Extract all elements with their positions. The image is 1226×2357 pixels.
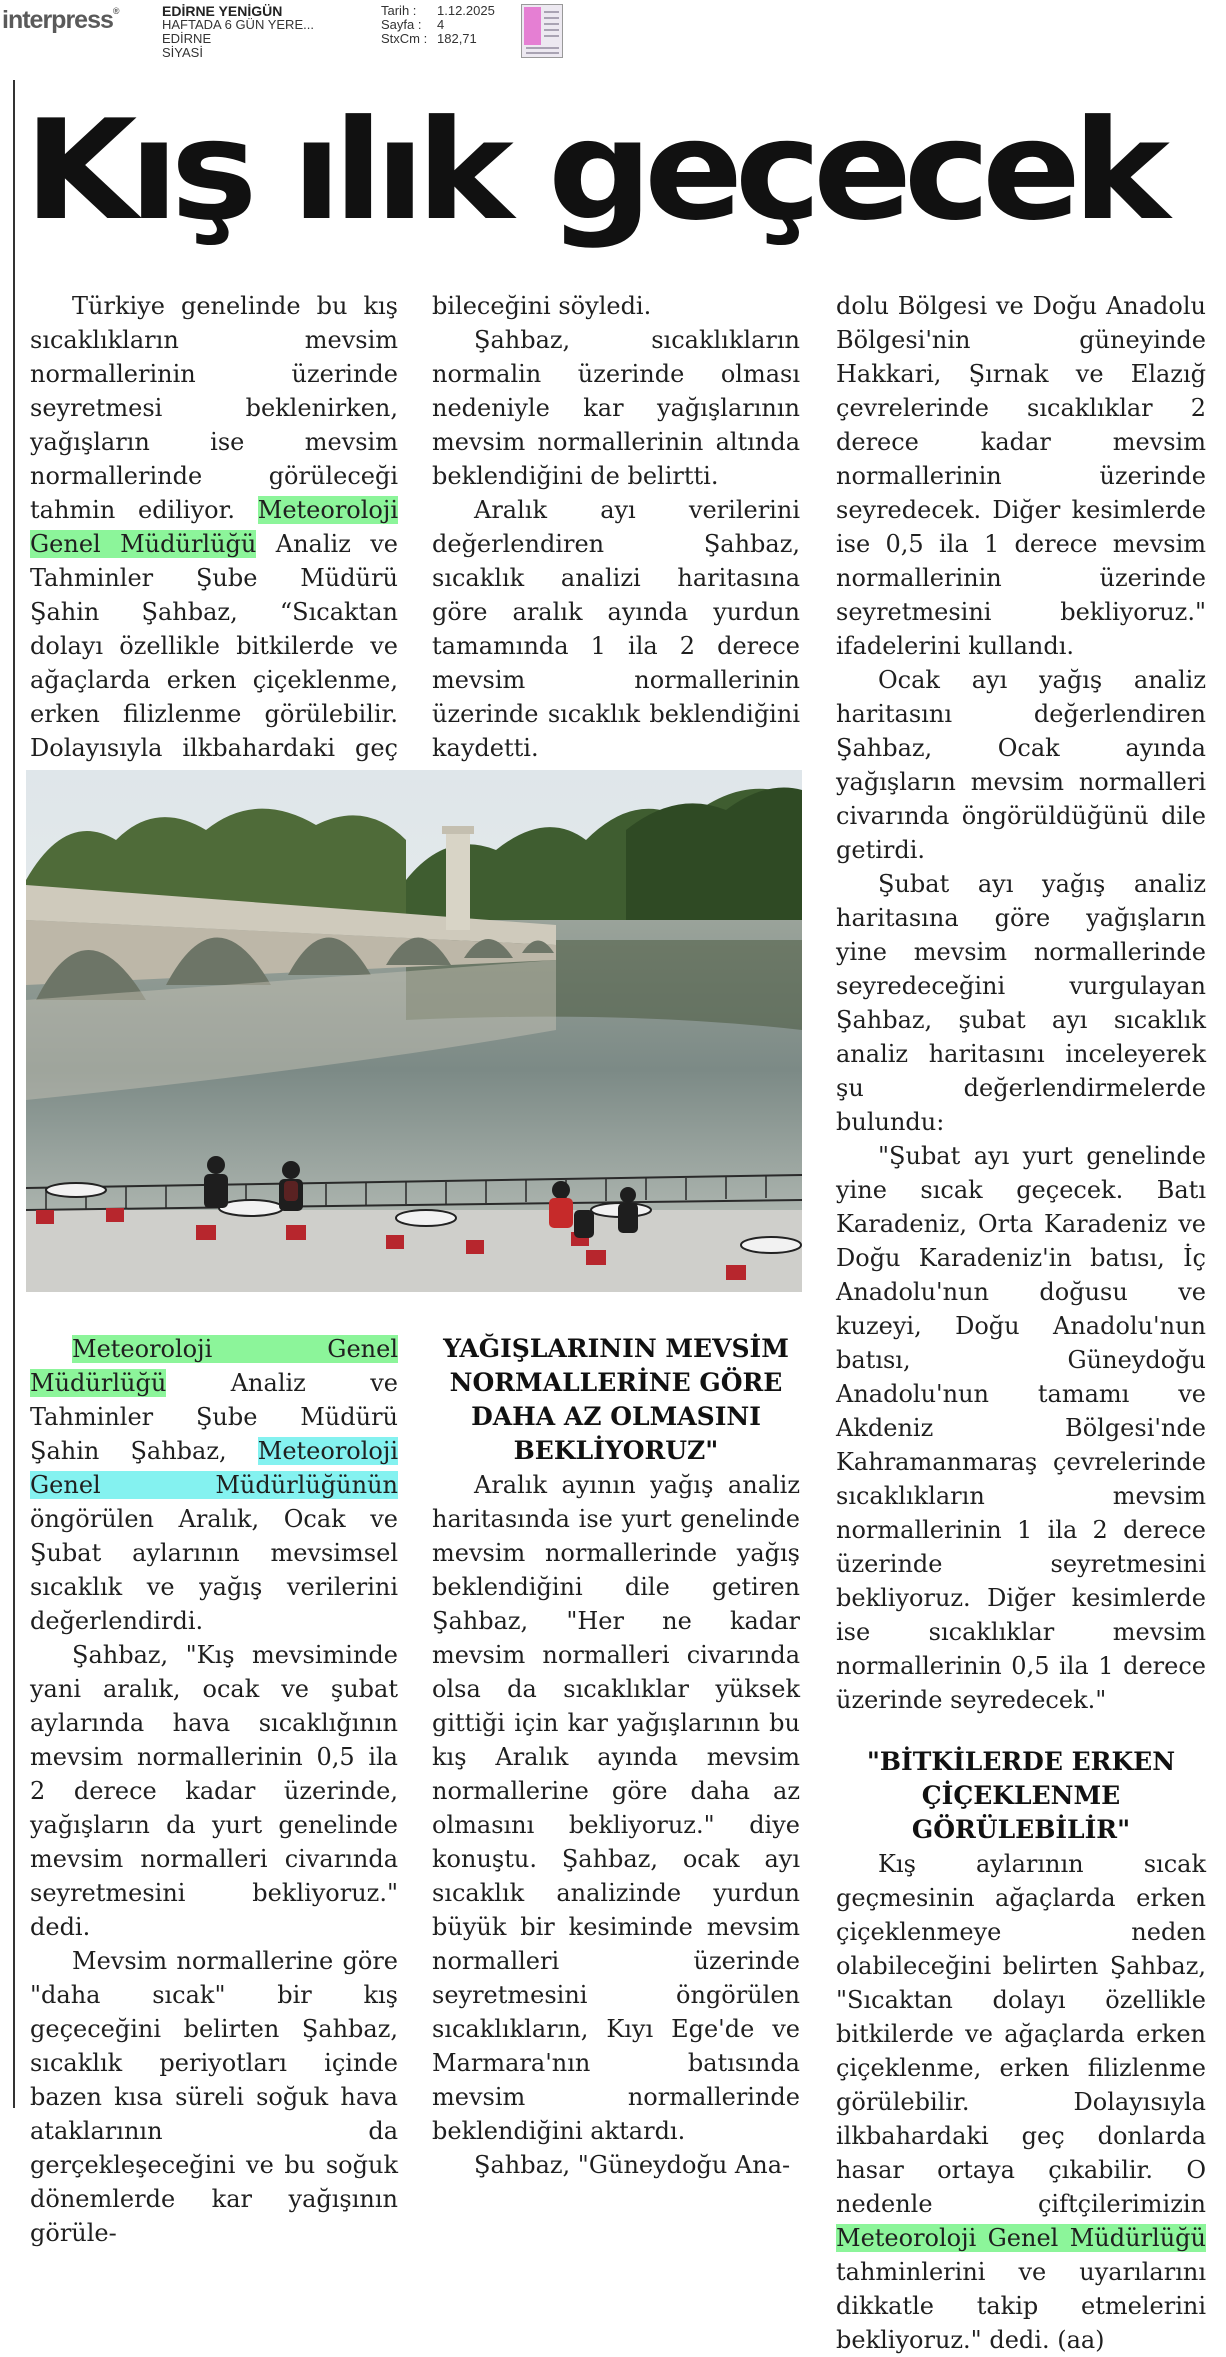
page-value: 4 [437,17,445,32]
paragraph: Aralık ayının yağış analiz haritasında ise yurt genelinde mevsim normallerinde yağış beklendiğini dile getiren Şahbaz, "Her ne kadar mevsim normalleri civarında olsa da sıcaklıklar yüksek gittiği için kar yağışlarının bu kış Aralık ayında mevsim normallerine göre daha az olmasını bekliyoruz." diye konuştu. Şahbaz, ocak ayı sıcaklık analizinde yurdun büyük bir kesiminde mevsim normalleri üzerinde seyretmesini öngörülen sıcaklıkların, Kıyı Ege'de ve Marmara'nın batısında mevsim normallerinde beklendiğini aktardı. [432,1471,800,2145]
subheading: YAĞIŞLARININ MEVSİM NORMALLERİNE GÖRE DAHA AZ OLMASINI BEKLİYORUZ" [443,1334,789,1465]
date-label: Tarih : [381,3,417,18]
paragraph: Şubat ayı yağış analiz haritasına göre yağışların yine mevsim normallerinde seyredeceğini vurgulayan Şahbaz, şubat ayı sıcaklık analiz haritasını inceleyerek şu değerlendirmelerde bulundu: [836,870,1206,1136]
logo-text: interpress [2,6,113,34]
column-1-top [30,289,398,833]
column-3 [836,289,1206,2357]
highlight-term: Meteoroloji Genel Müdürlüğünün [30,1437,398,1499]
highlight-term: Meteoroloji Genel Müdürlüğü [30,1335,398,1397]
paragraph [836,1847,1206,2357]
page-thumbnail[interactable] [521,4,563,58]
paragraph: dolu Bölgesi ve Doğu Anadolu Bölgesi'nin güneyinde Hakkari, Şırnak ve Elazığ çevrelerinde sıcaklıklar 2 derece kadar mevsim normallerinin üzerinde seyredecek. Diğer kesimlerde ise 0,5 ila 1 derece mevsim normallerinin üzerinde seyretmesini bekliyoruz." ifadelerini kullandı. [836,292,1206,660]
paragraph: Ocak ayı yağış analiz haritasını değerlendiren Şahbaz, Ocak ayında yağışların mevsim normalleri civarında öngörüldüğünü dile getirdi. [836,666,1206,864]
column-rule [13,80,15,2108]
thumbnail-highlight [524,7,541,45]
text-run: Kış aylarının sıcak geçmesinin ağaçlarda erken çiçeklenmeye neden olabileceğini belirten Şahbaz, "Sıcaktan dolayı özellikle bitkilerde ve ağaçlarda erken çiçeklenme, erken filizlenme görülebilir. Dolayısıyla ilkbahardaki geç donlarda hasar ortaya çıkabilir. O nedenle çiftçilerimizin [836,1850,1206,2218]
thumbnail-line [544,17,559,19]
column-2-top [432,289,800,799]
paragraph: Şahbaz, "Kış mevsiminde yani aralık, ocak ve şubat aylarında hava sıcaklığının mevsim normallerinin 0,5 ila 2 derece kadar üzerinde, yağışların da yurt genelinde mevsim normalleri civarında seyretmesini bekliyoruz." dedi. [30,1641,398,1941]
thumbnail-line [544,11,559,13]
thumbnail-line [544,35,559,37]
text-run: Türkiye genelinde bu kış sıcaklıkların mevsim normallerinin üzerinde seyretmesi beklenirken, yağışların ise mevsim normallerinde görüleceği tahmin ediliyor. [30,292,398,524]
publication-info [162,4,314,60]
paragraph: Mevsim normallerine göre "daha sıcak" bir kış geçeceğini belirten Şahbaz, sıcaklık periyotları içinde bazen kısa süreli soğuk hava ataklarının da gerçekleşeceğini ve bu soğuk dönemlerde kar yağışının görüle- [30,1947,398,2247]
date-value: 1.12.2025 [437,3,495,18]
article-photo [26,770,802,1292]
paragraph: bileceğini söyledi. [432,292,652,320]
paragraph: Şahbaz, sıcaklıkların normalin üzerinde olması nedeniyle kar yağışlarının mevsim normallerinin altında beklendiğini de belirtti. [432,326,800,490]
subheading: "BİTKİLERDE ERKEN ÇİÇEKLENME GÖRÜLEBİLİR" [866,1747,1176,1844]
thumbnail-line [544,29,559,31]
publication-city: EDİRNE [162,31,212,46]
text-run: tahminlerini ve uyarılarını dikkatle takip etmelerini bekliyoruz." dedi. (aa) [836,2258,1206,2354]
logo-registered-mark: ® [112,6,120,16]
publication-category: SİYASİ [162,45,203,60]
paragraph: Şahbaz, "Güneydoğu Ana- [474,2151,791,2179]
paragraph [30,289,398,833]
thumbnail-line [526,52,559,54]
publication-frequency: HAFTADA 6 GÜN YERE... [162,17,314,32]
column-2-bottom [432,1332,800,2182]
size-value: 182,71 [437,31,477,46]
highlight-term: Meteoroloji Genel Müdürlüğü [836,2224,1206,2252]
text-run: Analiz ve Tahminler Şube Müdürü Şahin Şahbaz, [30,1369,398,1465]
clipping-meta [381,4,495,46]
river-bridge-cafe-photo-icon [26,770,802,1292]
clipping-header [0,0,1226,62]
paragraph: Aralık ayı verilerini değerlendiren Şahbaz, sıcaklık analizi haritasına göre aralık ayında yurdun tamamında 1 ila 2 derece mevsim normallerinin üzerinde sıcaklık beklendiğini kaydetti. [432,496,800,762]
paragraph [30,1332,398,1638]
column-1-bottom [30,1332,398,2250]
highlight-term: Meteoroloji Genel Müdürlüğü [30,496,398,558]
interpress-logo [2,6,120,35]
text-run: Analiz ve Tahminler Şube Müdürü Şahin Şahbaz, “Sıcaktan dolayı özellikle bitkilerde ve ağaçlarda erken çiçeklenme, erken filizlenme görülebilir. Dolayısıyla ilkbahardaki geç [30,530,398,762]
size-label: StxCm : [381,31,428,46]
publication-name: EDİRNE YENİGÜN [162,3,283,19]
headline: Kış ılık geçecek [24,90,1162,251]
text-run: öngörülen Aralık, Ocak ve Şubat aylarının mevsimsel sıcaklık ve yağış verilerini değerlendirdi. [30,1505,398,1635]
paragraph: "Şubat ayı yurt genelinde yine sıcak geçecek. Batı Karadeniz, Orta Karadeniz ve Doğu Karadeniz'in batısı, İç Anadolu'nun doğusu ve kuzeyi, Doğu Anadolu'nun batısı, Güneydoğu Anadolu'nun tamamı ve Akdeniz Bölgesi'nde Kahramanmaraş çevrelerinde sıcaklıkların mevsim normallerinin 1 ila 2 derece üzerinde seyretmesini bekliyoruz. Diğer kesimlerde ise sıcaklıklar mevsim normallerinin 0,5 ila 1 derece üzerinde seyredecek." [836,1142,1206,1714]
thumbnail-line [544,23,559,25]
thumbnail-line [526,47,559,49]
page-label: Sayfa : [381,17,422,32]
